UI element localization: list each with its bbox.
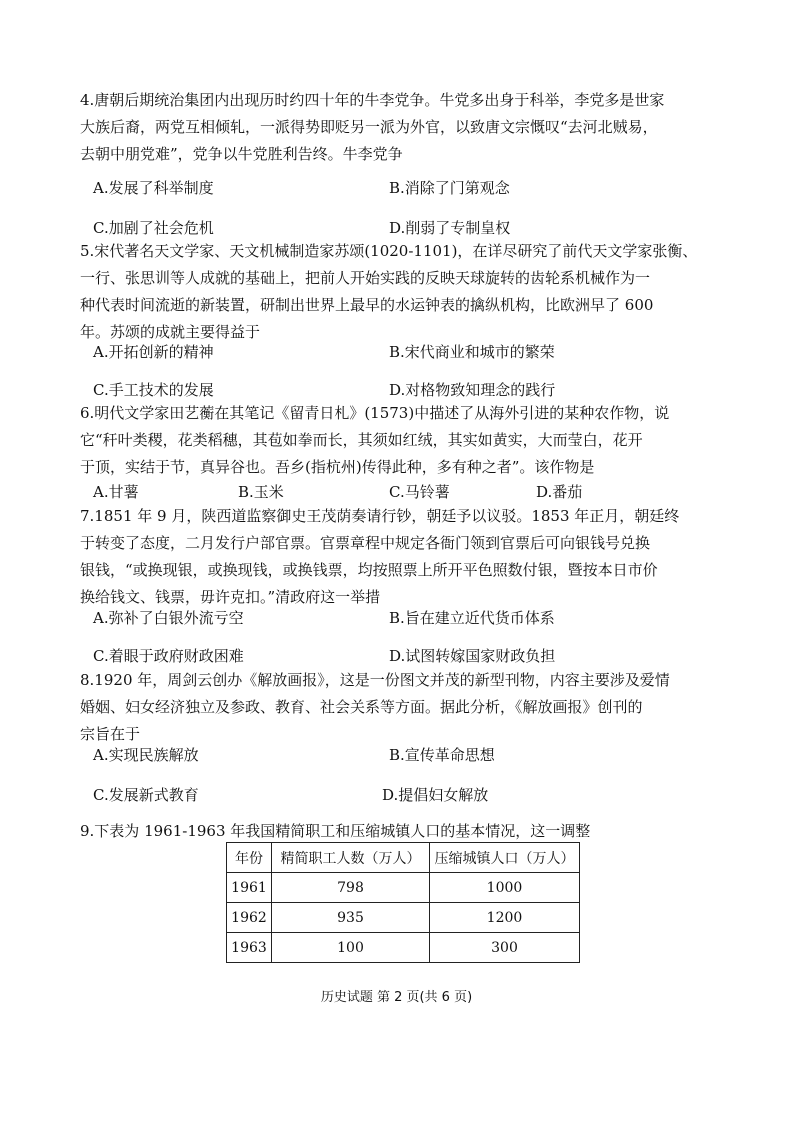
option-a: A.开拓创新的精神 xyxy=(93,343,214,361)
data-table xyxy=(226,842,580,963)
question-text-line: 一行、张思训等人成就的基础上，把前人开始实践的反映天球旋转的齿轮系机械作为一 xyxy=(80,269,651,287)
option-b: B.宋代商业和城市的繁荣 xyxy=(389,343,555,361)
option-a: A.甘薯 xyxy=(93,483,139,501)
question-text-line: 9.下表为 1961-1963 年我国精简职工和压缩城镇人口的基本情况，这一调整 xyxy=(80,822,591,840)
question-text-line: 5.宋代著名天文学家、天文机械制造家苏颂(1020-1101)，在详尽研究了前代天文学家张衡、 xyxy=(80,242,698,260)
question-9 xyxy=(80,818,730,845)
question-text-line: 去朝中朋党难”，党争以牛党胜利告终。牛李党争 xyxy=(80,145,403,163)
option-c: C.马铃薯 xyxy=(389,483,450,501)
question-5 xyxy=(80,238,730,346)
table-cell: 1962 xyxy=(227,903,272,933)
question-text-line: 4.唐朝后期统治集团内出现历时约四十年的牛李党争。牛党多出身于科举，李党多是世家 xyxy=(80,91,665,109)
option-a: A.弥补了白银外流亏空 xyxy=(93,609,244,627)
table-cell: 300 xyxy=(430,933,580,963)
option-d: D.番茄 xyxy=(536,483,583,501)
option-a: A.发展了科举制度 xyxy=(93,179,214,197)
table-cell: 935 xyxy=(272,903,430,933)
question-text-line: 它“秆叶类稷，花类稻穗，其苞如拳而长，其须如红绒，其实如黄实，大而莹白，花开 xyxy=(80,431,643,449)
option-a: A.实现民族解放 xyxy=(93,746,199,764)
table-header-cell: 精简职工人数（万人） xyxy=(272,843,430,873)
option-c: C.发展新式教育 xyxy=(93,786,199,804)
page-footer: 历史试题 第 2 页(共 6 页) xyxy=(320,990,473,1005)
option-c: C.手工技术的发展 xyxy=(93,381,214,399)
table-row xyxy=(227,903,580,933)
table-cell: 1200 xyxy=(430,903,580,933)
question-text-line: 宗旨在于 xyxy=(80,725,141,743)
question-text-line: 6.明代文学家田艺蘅在其笔记《留青日札》(1573)中描述了从海外引进的某种农作物，说 xyxy=(80,404,670,422)
option-d: D.削弱了专制皇权 xyxy=(389,219,511,237)
option-c: C.加剧了社会危机 xyxy=(93,219,214,237)
question-text-line: 婚姻、妇女经济独立及参政、教育、社会关系等方面。据此分析，《解放画报》创刊的 xyxy=(80,698,643,716)
question-text-line: 换给钱文、钱票，毋许克扣。”清政府这一举措 xyxy=(80,588,381,606)
question-8 xyxy=(80,667,730,748)
question-text-line: 年。苏颂的成就主要得益于 xyxy=(80,323,261,341)
option-d: D.提倡妇女解放 xyxy=(382,786,489,804)
table-cell: 100 xyxy=(272,933,430,963)
option-b: B.玉米 xyxy=(238,483,284,501)
table-cell: 1961 xyxy=(227,873,272,903)
question-text-line: 种代表时间流逝的新装置，研制出世界上最早的水运钟表的擒纵机构，比欧洲早了 600 xyxy=(80,296,654,314)
option-b: B.消除了门第观念 xyxy=(389,179,510,197)
table-row xyxy=(227,933,580,963)
question-text-line: 8.1920 年，周剑云创办《解放画报》，这是一份图文并茂的新型刊物，内容主要涉及爱情 xyxy=(80,671,670,689)
question-text-line: 于顶，实结于节，真异谷也。吾乡(指杭州)传得此种，多有种之者”。该作物是 xyxy=(80,458,595,476)
table-cell: 1000 xyxy=(430,873,580,903)
table-header-row xyxy=(227,843,580,873)
option-b: B.宣传革命思想 xyxy=(389,746,495,764)
question-text-line: 于转变了态度，二月发行户部官票。官票章程中规定各衙门领到官票后可向银钱号兑换 xyxy=(80,534,651,552)
option-b: B.旨在建立近代货币体系 xyxy=(389,609,555,627)
table-cell: 1963 xyxy=(227,933,272,963)
table-row xyxy=(227,873,580,903)
question-6 xyxy=(80,400,730,481)
option-d: D.对格物致知理念的践行 xyxy=(389,381,556,399)
question-text-line: 银钱，“或换现银，或换现钱，或换钱票，均按照票上所开平色照数付银，暨按本日市价 xyxy=(80,561,658,579)
option-d: D.试图转嫁国家财政负担 xyxy=(389,647,556,665)
question-7 xyxy=(80,503,730,611)
question-text-line: 7.1851 年 9 月，陕西道监察御史王茂荫奏请行钞，朝廷予以议驳。1853 年正月，朝廷终 xyxy=(80,507,680,525)
question-text-line: 大族后裔，两党互相倾轧，一派得势即贬另一派为外官，以致唐文宗慨叹“去河北贼易， xyxy=(80,118,658,136)
question-4 xyxy=(80,87,730,168)
option-c: C.着眼于政府财政困难 xyxy=(93,647,244,665)
table-cell: 798 xyxy=(272,873,430,903)
table-header-cell: 压缩城镇人口（万人） xyxy=(430,843,580,873)
table-header-cell: 年份 xyxy=(227,843,272,873)
